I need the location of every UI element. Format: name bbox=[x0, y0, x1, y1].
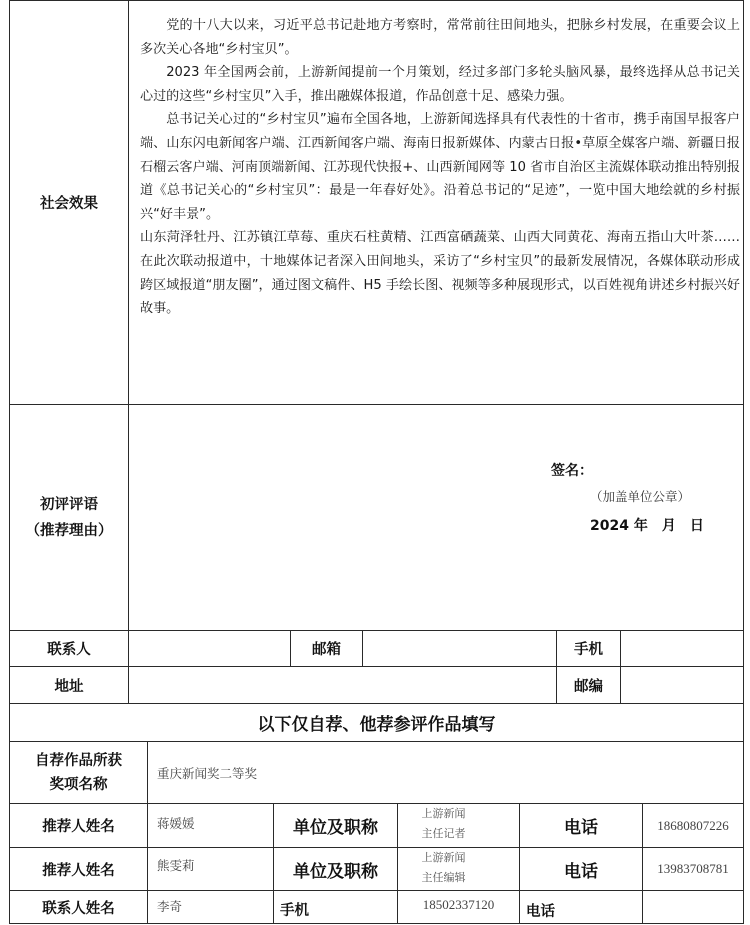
recommender-name-label: 推荐人姓名 bbox=[42, 862, 115, 879]
phone-label: 电话 bbox=[564, 818, 598, 838]
mobile-field[interactable] bbox=[621, 631, 743, 666]
unit-title-label: 单位及职称 bbox=[293, 818, 378, 838]
postcode-field[interactable] bbox=[621, 667, 743, 703]
self-section-heading: 以下仅自荐、他荐参评作品填写 bbox=[257, 715, 496, 735]
recommender-name: 蒋媛媛 bbox=[157, 816, 195, 831]
phone-value: 13983708781 bbox=[657, 861, 729, 876]
address-field[interactable] bbox=[129, 667, 556, 703]
mobile-label: 手机 bbox=[574, 642, 603, 658]
unit-title-label: 单位及职称 bbox=[293, 861, 378, 882]
social-effect-label: 社会效果 bbox=[40, 196, 98, 212]
contact-field[interactable] bbox=[129, 631, 290, 666]
email-field[interactable] bbox=[363, 631, 556, 666]
social-effect-text bbox=[140, 14, 740, 321]
review-label: 初评评语 （推荐理由） bbox=[25, 496, 113, 539]
unit-title-value: 上游新闻 主任记者 bbox=[421, 807, 466, 840]
email-label: 邮箱 bbox=[312, 642, 341, 658]
recommender-name: 熊雯莉 bbox=[157, 858, 195, 873]
contact-mobile-value: 18502337120 bbox=[422, 897, 495, 912]
paragraph: 山东菏泽牡丹、江苏镇江草莓、重庆石柱黄精、江西富硒蔬菜、山西大同黄花、海南五指山大叶茶……在此次联动报道中，十地媒体记者深入田间地头，采访了“乡村宝贝”的最新发展情况，各媒体联动形成跨区域报道“朋友圈”，通过图文稿件、H5 手绘长图、视频等多种展现形式，以百姓视角讲述乡村振兴好故事。 bbox=[140, 230, 740, 317]
phone-value: 18680807226 bbox=[657, 817, 729, 833]
contact-person-name: 李奇 bbox=[157, 899, 183, 914]
postcode-label: 邮编 bbox=[574, 678, 603, 695]
paragraph: 2023 年全国两会前，上游新闻提前一个月策划，经过多部门多轮头脑风暴，最终选择从总书记关心过的这些“乡村宝贝”入手，推出融媒体报道，作品创意十足、感染力强。 bbox=[140, 65, 740, 104]
award-label: 自荐作品所获 奖项名称 bbox=[35, 752, 122, 793]
seal-note: （加盖单位公章） bbox=[590, 489, 691, 504]
paragraph: 党的十八大以来，习近平总书记赴地方考察时，常常前往田间地头，把脉乡村发展，在重要会议上多次关心各地“乡村宝贝”。 bbox=[140, 18, 740, 57]
paragraph: 总书记关心过的“乡村宝贝”遍布全国各地，上游新闻选择具有代表性的十省市，携手南国早报客户端、山东闪电新闻客户端、江西新闻客户端、海南日报新媒体、内蒙古日报•草原全媒客户端、新疆日报石榴云客户端、河南顶端新闻、江苏现代快报+、山西新闻网等 10 省市自治区主流媒体联动推出特别报道《总书记关心的“乡村宝贝”：最是一年春好处》。沿着总书记的“足迹”，一览中国大地绘就的乡村振兴“好丰景”。 bbox=[140, 112, 740, 222]
review-date: 2024 年 月 日 bbox=[590, 518, 704, 534]
signature-label: 签名： bbox=[551, 463, 593, 479]
contact-phone-field[interactable] bbox=[643, 891, 743, 923]
contact-mobile-label: 手机 bbox=[280, 903, 309, 919]
recommender-name-label: 推荐人姓名 bbox=[42, 819, 115, 835]
contact-label: 联系人 bbox=[47, 642, 91, 658]
contact-person-label: 联系人姓名 bbox=[42, 900, 115, 917]
contact-phone-label: 电话 bbox=[526, 904, 555, 920]
address-label: 地址 bbox=[54, 678, 84, 695]
unit-title-value: 上游新闻 主任编辑 bbox=[421, 851, 466, 884]
award-value: 重庆新闻奖二等奖 bbox=[157, 765, 258, 781]
phone-label: 电话 bbox=[564, 861, 598, 882]
